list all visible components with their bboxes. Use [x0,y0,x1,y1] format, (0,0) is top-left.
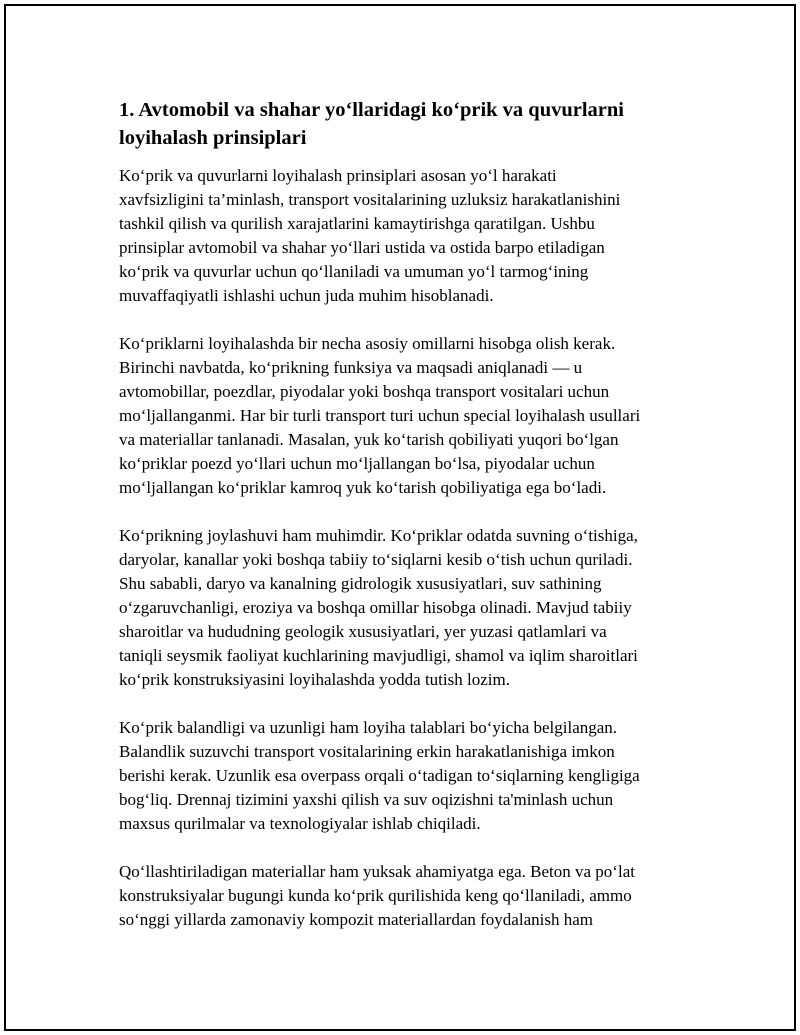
document-body [119,96,704,956]
section-title: 1. Avtomobil va shahar yo‘llaridagi ko‘prik va quvurlarni loyihalash prinsiplari [119,99,624,149]
paragraph-5: Qo‘llashtiriladigan materiallar ham yuksak ahamiyatga ega. Beton va po‘lat konstruksiyalar bugungi kunda ko‘prik qurilishida keng qo‘llaniladi, ammo so‘nggi yillarda zamonaviy kompozit materiallardan foydalanish ham [119,862,635,929]
paragraph-4: Ko‘prik balandligi va uzunligi ham loyiha talablari bo‘yicha belgilangan. Balandlik suzuvchi transport vositalarining erkin harakatlanishiga imkon berishi kerak. Uzunlik esa overpass orqali o‘tadigan to‘siqlarning kengligiga bog‘liq. Drennaj tizimini yaxshi qilish va suv oqizishni ta'minlash uchun maxsus qurilmalar va texnologiyalar ishlab chiqiladi. [119,718,640,833]
paragraph-3: Ko‘prikning joylashuvi ham muhimdir. Ko‘priklar odatda suvning o‘tishiga, daryolar, kanallar yoki boshqa tabiiy to‘siqlarni kesib o‘tish uchun quriladi. Shu sababli, daryo va kanalning gidrologik xususiyatlari, suv sathining o‘zgaruvchanligi, eroziya va boshqa omillar hisobga olinadi. Mavjud tabiiy sharoitlar va hududning geologik xususiyatlari, yer yuzasi qatlamlari va taniqli seysmik faoliyat kuchlarining mavjudligi, shamol va iqlim sharoitlari ko‘prik konstruksiyasini loyihalashda yodda tutish lozim. [119,526,638,689]
paragraph-1: Ko‘prik va quvurlarni loyihalash prinsiplari asosan yo‘l harakati xavfsizligini ta’minlash, transport vositalarining uzluksiz harakatlanishini tashkil qilish va qurilish xarajatlarini kamaytirishga qaratilgan. Ushbu prinsiplar avtomobil va shahar yo‘llari ustida va ostida barpo etiladigan ko‘prik va quvurlar uchun qo‘llaniladi va umuman yo‘l tarmog‘ining muvaffaqiyatli ishlashi uchun juda muhim hisoblanadi. [119,166,621,305]
paragraph-2: Ko‘priklarni loyihalashda bir necha asosiy omillarni hisobga olish kerak. Birinchi navbatda, ko‘prikning funksiya va maqsadi aniqlanadi — u avtomobillar, poezdlar, piyodalar yoki boshqa transport vositalari uchun mo‘ljallanganmi. Har bir turli transport turi uchun special loyihalash usullari va materiallar tanlanadi. Masalan, yuk ko‘tarish qobiliyati yuqori bo‘lgan ko‘priklar poezd yo‘llari uchun mo‘ljallangan bo‘lsa, piyodalar uchun mo‘ljallangan ko‘priklar kamroq yuk ko‘tarish qobiliyatiga ega bo‘ladi. [119,334,641,497]
page-frame [4,4,796,1031]
